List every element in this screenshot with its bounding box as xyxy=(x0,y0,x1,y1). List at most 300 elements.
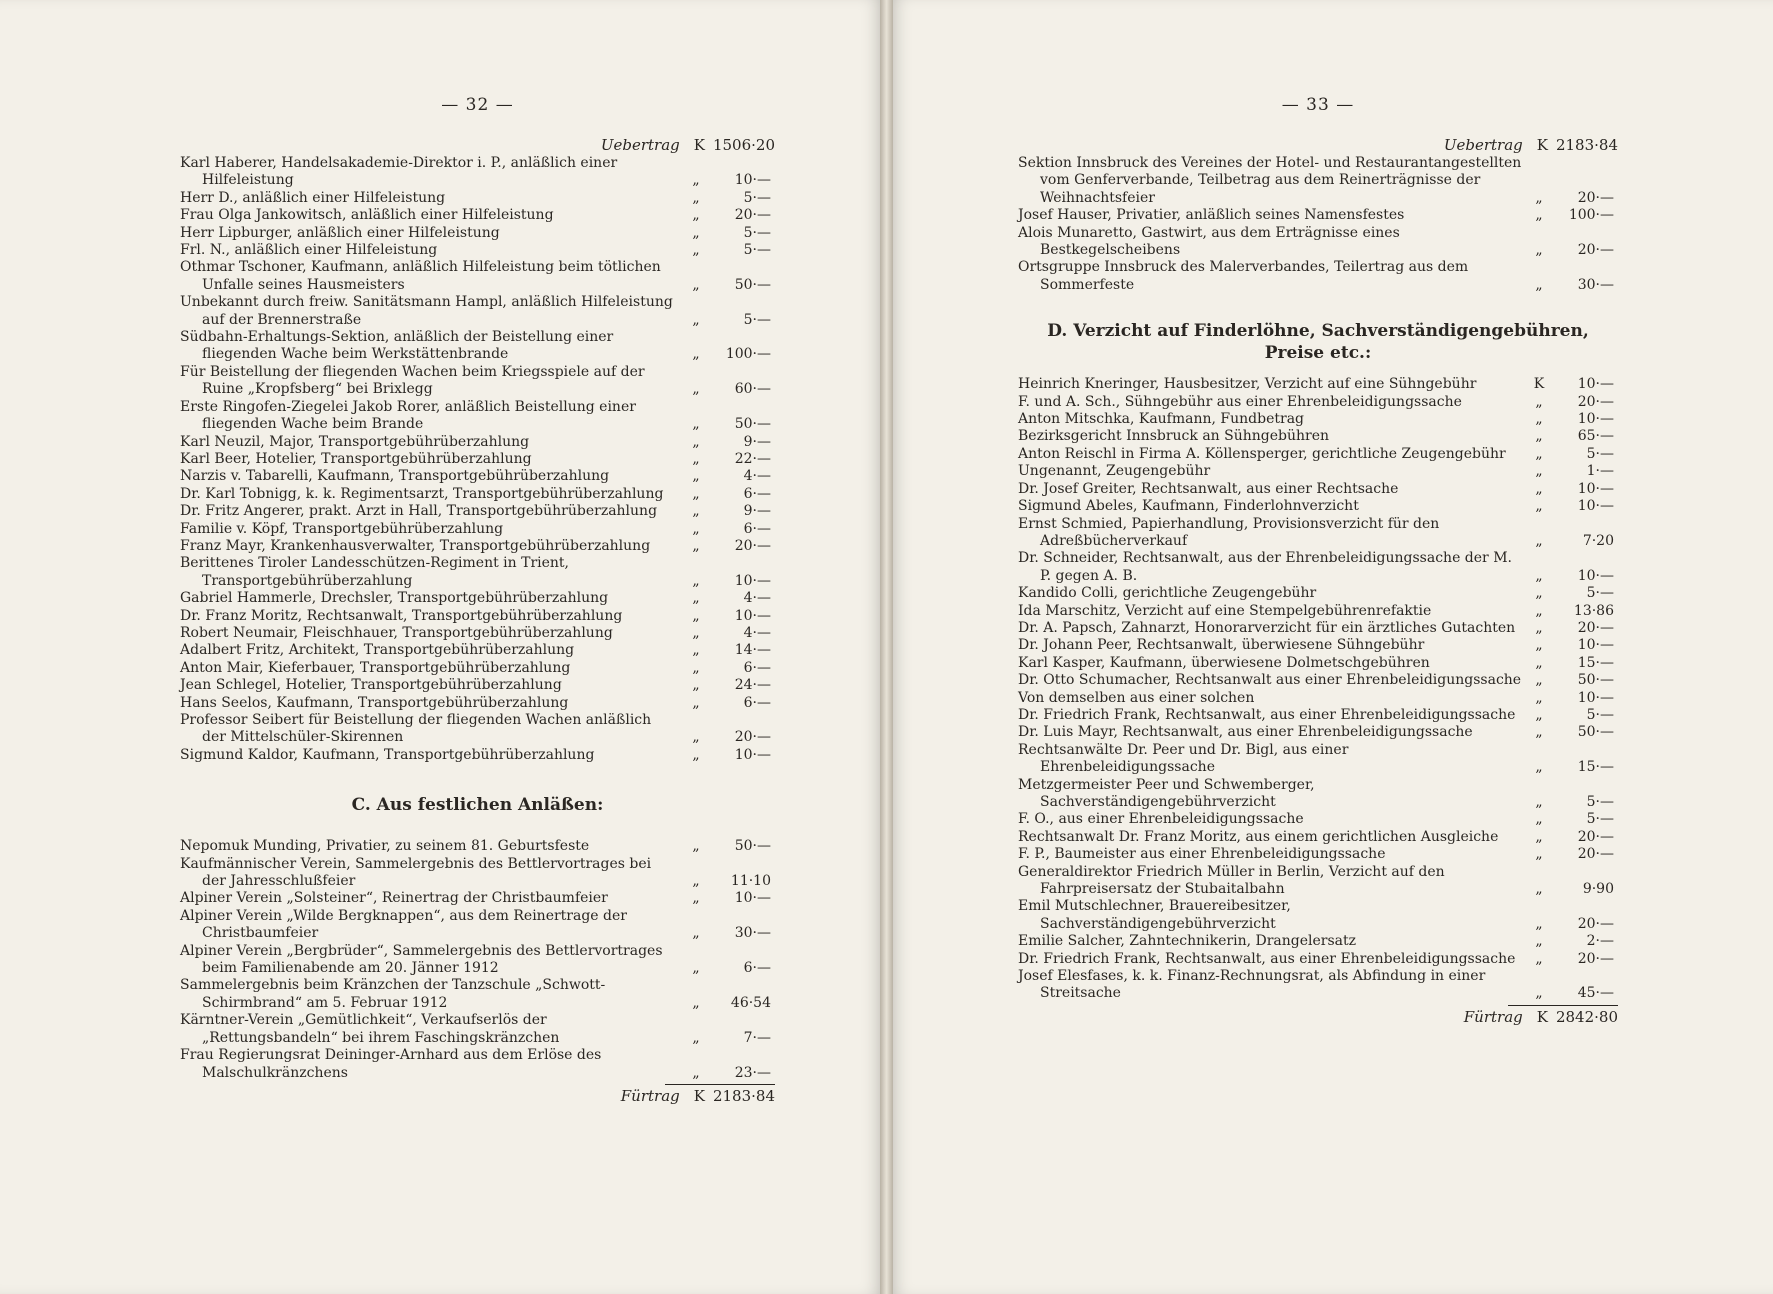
ledger-entry xyxy=(180,1012,775,1047)
ledger-entry xyxy=(180,856,775,891)
ledger-entry xyxy=(1018,259,1618,294)
entry-text: Herr Lipburger, anläßlich einer Hilfeleistung xyxy=(180,224,500,241)
entry-amount: 5·— xyxy=(1586,811,1614,828)
entry-text: Rechtsanwalt Dr. Franz Moritz, aus einem gerichtlichen Ausgleiche xyxy=(1018,828,1499,845)
entry-currency: „ xyxy=(692,572,700,589)
entry-text: Gabriel Hammerle, Drechsler, Transportgebührüberzahlung xyxy=(180,590,609,607)
ledger-entry xyxy=(1018,446,1618,463)
entry-text: Dr. Josef Greiter, Rechtsanwalt, aus einer Rechtsache xyxy=(1018,480,1399,497)
section-heading: D. Verzicht auf Finderlöhne, Sachverständigengebühren, Preise etc.: xyxy=(1047,321,1589,364)
ledger-entry xyxy=(1018,207,1618,224)
entry-currency: „ xyxy=(1535,619,1543,636)
entry-text: Sektion Innsbruck des Vereines der Hotel- und Restaurantangestellten vom Genferverbande, Teilbetrag aus dem Reinerträgnisse der Weihnachtsfeier xyxy=(1018,155,1522,206)
entry-currency: „ xyxy=(1535,463,1543,480)
entry-currency: „ xyxy=(692,838,700,855)
entry-currency: „ xyxy=(692,189,700,206)
ledger-entry xyxy=(1018,829,1618,846)
entry-amount: 20·— xyxy=(734,729,771,746)
ledger-entry xyxy=(180,364,775,399)
ledger-entry xyxy=(180,890,775,907)
entry-currency: „ xyxy=(692,416,700,433)
entry-text: Kandido Colli, gerichtliche Zeugengebühr xyxy=(1018,585,1317,602)
entry-text: Narzis v. Tabarelli, Kaufmann, Transportgebührüberzahlung xyxy=(180,468,610,485)
entry-text: Frl. N., anläßlich einer Hilfeleistung xyxy=(180,242,438,259)
entry-amount: 50·— xyxy=(734,838,771,855)
entry-amount: 10·— xyxy=(1577,480,1614,497)
entry-text: Anton Mitschka, Kaufmann, Fundbetrag xyxy=(1018,411,1305,428)
entry-text: Ortsgruppe Innsbruck des Malerverbandes, Teilertrag aus dem Sommerfeste xyxy=(1018,259,1469,293)
entry-amount: 6·— xyxy=(743,520,771,537)
entry-currency: „ xyxy=(1535,428,1543,445)
entry-currency: „ xyxy=(692,694,700,711)
entry-text: Karl Beer, Hotelier, Transportgebührüberzahlung xyxy=(180,450,532,467)
total-line xyxy=(180,1087,775,1105)
ledger-entry xyxy=(180,242,775,259)
ledger-entry xyxy=(1018,550,1618,585)
entry-currency: „ xyxy=(1535,846,1543,863)
entry-text: Frau Olga Jankowitsch, anläßlich einer Hilfeleistung xyxy=(180,207,554,224)
entry-currency: „ xyxy=(692,925,700,942)
entry-currency: „ xyxy=(1535,881,1543,898)
entry-amount: 20·— xyxy=(734,207,771,224)
ledger-entry xyxy=(1018,603,1618,620)
entry-amount: 46·54 xyxy=(730,994,771,1011)
entry-currency: „ xyxy=(1535,532,1543,549)
entry-text: Emil Mutschlechner, Brauereibesitzer, Sachverständigengebührverzicht xyxy=(1018,898,1291,932)
ledger-entry xyxy=(1018,707,1618,724)
entry-text: F. P., Baumeister aus einer Ehrenbeleidigungssache xyxy=(1018,846,1386,863)
ledger-entry xyxy=(1018,585,1618,602)
entry-text: Jean Schlegel, Hotelier, Transportgebührüberzahlung xyxy=(180,677,562,694)
entry-list xyxy=(180,155,775,764)
entry-amount: 4·— xyxy=(743,590,771,607)
ledger-entry xyxy=(180,329,775,364)
ledger-entry xyxy=(1018,620,1618,637)
ledger-entry xyxy=(1018,463,1618,480)
ledger-entry xyxy=(1018,498,1618,515)
entry-currency: „ xyxy=(692,1064,700,1081)
entry-text: Karl Kasper, Kaufmann, überwiesene Dolmetschgebühren xyxy=(1018,654,1430,671)
page-number: — 32 — xyxy=(441,95,514,115)
entry-amount: 5·— xyxy=(1586,585,1614,602)
entry-text: Unbekannt durch freiw. Sanitätsmann Hampl, anläßlich Hilfeleistung auf der Brennerstraße xyxy=(180,294,673,328)
total-label: Fürtrag xyxy=(620,1086,680,1105)
entry-currency: „ xyxy=(692,520,700,537)
entry-currency: „ xyxy=(692,890,700,907)
sum-rule xyxy=(1508,1005,1618,1006)
ledger-entry xyxy=(180,434,775,451)
entry-currency: „ xyxy=(1535,189,1543,206)
entry-currency: „ xyxy=(1535,498,1543,515)
ledger-entry xyxy=(180,642,775,659)
entry-text: Dr. A. Papsch, Zahnarzt, Honorarverzicht für ein ärztliches Gutachten xyxy=(1018,619,1516,636)
entry-text: Bezirksgericht Innsbruck an Sühngebühren xyxy=(1018,428,1330,445)
entry-currency: „ xyxy=(692,607,700,624)
entry-currency: „ xyxy=(1535,393,1543,410)
ledger-entry xyxy=(180,555,775,590)
entry-currency: „ xyxy=(1535,276,1543,293)
entry-amount: 5·— xyxy=(743,189,771,206)
entry-amount: 5·— xyxy=(1586,445,1614,462)
entry-amount: 7·20 xyxy=(1582,532,1614,549)
total-currency: K xyxy=(693,1086,705,1105)
total-label: Fürtrag xyxy=(1463,1007,1523,1026)
entry-currency: K xyxy=(1533,376,1545,393)
ledger-entry xyxy=(180,712,775,747)
ledger-entry xyxy=(180,451,775,468)
entry-currency: „ xyxy=(692,873,700,890)
entry-currency: „ xyxy=(692,450,700,467)
entry-text: Dr. Franz Moritz, Rechtsanwalt, Transportgebührüberzahlung xyxy=(180,607,623,624)
entry-text: F. und A. Sch., Sühngebühr aus einer Ehrenbeleidigungssache xyxy=(1018,393,1462,410)
ledger-entry xyxy=(1018,690,1618,707)
total-line xyxy=(1018,1008,1618,1026)
section-entry-list xyxy=(180,838,775,1082)
carry-amount: 2183·84 xyxy=(1555,136,1618,154)
entry-amount: 50·— xyxy=(1577,724,1614,741)
total-amount: 2842·80 xyxy=(1555,1007,1618,1026)
entry-amount: 10·— xyxy=(1577,498,1614,515)
entry-currency: „ xyxy=(692,994,700,1011)
total-currency: K xyxy=(1536,1007,1548,1026)
ledger-entry xyxy=(1018,155,1618,207)
ledger-entry xyxy=(1018,846,1618,863)
entry-amount: 10·— xyxy=(734,607,771,624)
entry-currency: „ xyxy=(692,729,700,746)
ledger-entry xyxy=(1018,898,1618,933)
left-page-content xyxy=(180,95,775,1105)
entry-amount: 5·— xyxy=(1586,706,1614,723)
entry-amount: 10·— xyxy=(1577,567,1614,584)
entry-text: Professor Seibert für Beistellung der fliegenden Wachen anläßlich der Mittelschüler-Skirennen xyxy=(180,712,652,746)
entry-amount: 23·— xyxy=(734,1064,771,1081)
entry-text: Herr D., anläßlich einer Hilfeleistung xyxy=(180,189,446,206)
entry-currency: „ xyxy=(692,642,700,659)
entry-amount: 10·— xyxy=(734,746,771,763)
entry-amount: 30·— xyxy=(1577,276,1614,293)
entry-currency: „ xyxy=(1535,828,1543,845)
ledger-entry xyxy=(180,225,775,242)
entry-currency: „ xyxy=(692,207,700,224)
entry-amount: 20·— xyxy=(1577,393,1614,410)
entry-currency: „ xyxy=(1535,654,1543,671)
entry-currency: „ xyxy=(1535,915,1543,932)
entry-text: Dr. Friedrich Frank, Rechtsanwalt, aus einer Ehrenbeleidigungssache xyxy=(1018,950,1516,967)
entry-amount: 6·— xyxy=(743,485,771,502)
entry-text: Kaufmännischer Verein, Sammelergebnis des Bettlervortrages bei der Jahresschlußfeier xyxy=(180,855,652,890)
carry-currency: K xyxy=(1536,136,1548,154)
entry-amount: 10·— xyxy=(734,172,771,189)
entry-text: Josef Hauser, Privatier, anläßlich seines Namensfestes xyxy=(1018,207,1405,224)
entry-text: Emilie Salcher, Zahntechnikerin, Drangelersatz xyxy=(1018,933,1357,950)
carry-label: Uebertrag xyxy=(600,136,680,154)
entry-text: Adalbert Fritz, Architekt, Transportgebührüberzahlung xyxy=(180,642,575,659)
entry-text: Josef Elesfases, k. k. Finanz-Rechnungsrat, als Abfindung in einer Streitsache xyxy=(1018,968,1486,1002)
entry-currency: „ xyxy=(692,746,700,763)
right-page xyxy=(893,0,1773,1294)
entry-text: Franz Mayr, Krankenhausverwalter, Transportgebührüberzahlung xyxy=(180,537,651,554)
entry-currency: „ xyxy=(692,468,700,485)
book-gutter xyxy=(880,0,893,1294)
entry-amount: 24·— xyxy=(734,677,771,694)
entry-text: Rechtsanwälte Dr. Peer und Dr. Bigl, aus einer Ehrenbeleidigungssache xyxy=(1018,741,1349,776)
entry-text: Südbahn-Erhaltungs-Sektion, anläßlich der Beistellung einer fliegenden Wache beim Werkstättenbrande xyxy=(180,329,614,363)
ledger-entry xyxy=(180,1047,775,1082)
entry-currency: „ xyxy=(692,960,700,977)
total-amount: 2183·84 xyxy=(712,1086,775,1105)
entry-currency: „ xyxy=(1535,242,1543,259)
entry-currency: „ xyxy=(1535,950,1543,967)
entry-currency: „ xyxy=(1535,672,1543,689)
entry-text: Othmar Tschoner, Kaufmann, anläßlich Hilfeleistung beim tötlichen Unfalle seines Hausmeisters xyxy=(180,259,661,293)
entry-currency: „ xyxy=(1535,759,1543,776)
entry-currency: „ xyxy=(1535,811,1543,828)
entry-amount: 15·— xyxy=(1577,654,1614,671)
ledger-entry xyxy=(180,538,775,555)
ledger-entry xyxy=(1018,951,1618,968)
entry-currency: „ xyxy=(1535,411,1543,428)
ledger-entry xyxy=(1018,481,1618,498)
section-entry-list xyxy=(1018,376,1618,1003)
sum-rule xyxy=(665,1084,775,1085)
carry-label: Uebertrag xyxy=(1443,136,1523,154)
entry-text: Sigmund Kaldor, Kaufmann, Transportgebührüberzahlung xyxy=(180,746,595,763)
entry-amount: 6·— xyxy=(743,694,771,711)
entry-currency: „ xyxy=(692,503,700,520)
ledger-entry xyxy=(1018,394,1618,411)
ledger-entry xyxy=(1018,933,1618,950)
entry-currency: „ xyxy=(692,677,700,694)
ledger-entry xyxy=(180,695,775,712)
ledger-entry xyxy=(180,608,775,625)
ledger-entry xyxy=(180,155,775,190)
entry-amount: 9·90 xyxy=(1582,881,1614,898)
entry-amount: 5·— xyxy=(1586,794,1614,810)
page-number: — 33 — xyxy=(1281,95,1355,115)
entry-amount: 10·— xyxy=(1577,689,1614,706)
ledger-entry xyxy=(180,294,775,329)
entry-amount: 14·— xyxy=(734,642,771,659)
carry-currency: K xyxy=(693,136,705,154)
ledger-entry xyxy=(1018,968,1618,1003)
entry-amount: 10·— xyxy=(734,890,771,907)
entry-currency: „ xyxy=(692,590,700,607)
ledger-entry xyxy=(1018,376,1618,393)
entry-text: Dr. Friedrich Frank, Rechtsanwalt, aus einer Ehrenbeleidigungssache xyxy=(1018,706,1516,723)
entry-amount: 10·— xyxy=(734,572,771,589)
entry-currency: „ xyxy=(1535,794,1543,810)
entry-text: Hans Seelos, Kaufmann, Transportgebührüberzahlung xyxy=(180,694,569,711)
ledger-entry xyxy=(180,486,775,503)
entry-amount: 60·— xyxy=(734,381,771,398)
ledger-entry xyxy=(1018,742,1618,777)
carry-amount: 1506·20 xyxy=(712,136,775,154)
entry-currency: „ xyxy=(692,311,700,328)
entry-text: Anton Reischl in Firma A. Köllensperger, gerichtliche Zeugengebühr xyxy=(1018,445,1506,462)
entry-currency: „ xyxy=(692,659,700,676)
ledger-entry xyxy=(1018,655,1618,672)
entry-amount: 20·— xyxy=(1577,950,1614,967)
ledger-entry xyxy=(180,908,775,943)
entry-currency: „ xyxy=(1535,985,1543,1002)
entry-amount: 20·— xyxy=(1577,189,1614,206)
entry-text: Ungenannt, Zeugengebühr xyxy=(1018,463,1211,480)
entry-text: Erste Ringofen-Ziegelei Jakob Rorer, anläßlich Beistellung einer fliegenden Wache beim Brande xyxy=(180,398,636,433)
right-page-content xyxy=(1018,95,1618,1026)
ledger-entry xyxy=(1018,516,1618,551)
entry-text: Sigmund Abeles, Kaufmann, Finderlohnverzicht xyxy=(1018,498,1359,515)
entry-currency: „ xyxy=(692,242,700,259)
ledger-entry xyxy=(1018,637,1618,654)
entry-amount: 22·— xyxy=(734,450,771,467)
entry-amount: 4·— xyxy=(743,468,771,485)
entry-amount: 1·— xyxy=(1586,463,1614,480)
entry-text: Dr. Johann Peer, Rechtsanwalt, überwiesene Sühngebühr xyxy=(1018,637,1425,654)
entry-currency: „ xyxy=(1535,567,1543,584)
entry-currency: „ xyxy=(1535,689,1543,706)
entry-currency: „ xyxy=(1535,445,1543,462)
ledger-entry xyxy=(180,977,775,1012)
entry-amount: 4·— xyxy=(743,624,771,641)
entry-amount: 7·— xyxy=(743,1029,771,1046)
entry-list xyxy=(1018,155,1618,294)
entry-amount: 10·— xyxy=(1577,637,1614,654)
entry-currency: „ xyxy=(692,624,700,641)
entry-amount: 5·— xyxy=(743,224,771,241)
ledger-entry xyxy=(1018,225,1618,260)
entry-currency: „ xyxy=(1535,724,1543,741)
ledger-entry xyxy=(180,521,775,538)
ledger-entry xyxy=(180,747,775,764)
entry-text: Kärntner-Verein „Gemütlichkeit“, Verkaufserlös der „Rettungsbandeln“ bei ihrem Faschingskränzchen xyxy=(180,1012,560,1046)
entry-currency: „ xyxy=(692,485,700,502)
ledger-entry xyxy=(180,838,775,855)
entry-text: Dr. Fritz Angerer, prakt. Arzt in Hall, Transportgebührüberzahlung xyxy=(180,503,658,520)
entry-amount: 20·— xyxy=(1577,828,1614,845)
entry-amount: 30·— xyxy=(734,925,771,942)
entry-currency: „ xyxy=(1535,585,1543,602)
ledger-entry xyxy=(180,677,775,694)
entry-text: Karl Neuzil, Major, Transportgebührüberzahlung xyxy=(180,433,530,450)
entry-amount: 6·— xyxy=(743,960,771,977)
entry-amount: 20·— xyxy=(1577,242,1614,259)
entry-text: Alpiner Verein „Bergbrüder“, Sammelergebnis des Bettlervortrages beim Familienabende am 20. Jänner 1912 xyxy=(180,942,663,977)
entry-text: F. O., aus einer Ehrenbeleidigungssache xyxy=(1018,811,1304,828)
entry-currency: „ xyxy=(1535,602,1543,619)
entry-amount: 9·— xyxy=(743,503,771,520)
entry-amount: 9·— xyxy=(743,433,771,450)
entry-amount: 65·— xyxy=(1577,428,1614,445)
entry-text: Dr. Karl Tobnigg, k. k. Regimentsarzt, Transportgebührüberzahlung xyxy=(180,485,664,502)
entry-amount: 5·— xyxy=(743,242,771,259)
entry-amount: 50·— xyxy=(1577,672,1614,689)
entry-amount: 100·— xyxy=(1568,207,1614,224)
ledger-entry xyxy=(180,660,775,677)
entry-amount: 20·— xyxy=(1577,915,1614,932)
ledger-entry xyxy=(180,399,775,434)
entry-text: Heinrich Kneringer, Hausbesitzer, Verzicht auf eine Sühngebühr xyxy=(1018,376,1477,393)
entry-text: Anton Mair, Kieferbauer, Transportgebührüberzahlung xyxy=(180,659,571,676)
entry-text: Metzgermeister Peer und Schwemberger, Sachverständigengebührverzicht xyxy=(1018,776,1315,810)
left-page xyxy=(0,0,880,1294)
entry-text: Dr. Schneider, Rechtsanwalt, aus der Ehrenbeleidigungssache der M. P. gegen A. B. xyxy=(1018,550,1512,584)
carry-over-line xyxy=(180,137,775,154)
entry-text: Frau Regierungsrat Deininger-Arnhard aus dem Erlöse des Malschulkränzchens xyxy=(180,1047,602,1081)
entry-amount: 15·— xyxy=(1577,759,1614,776)
entry-currency: „ xyxy=(692,537,700,554)
ledger-entry xyxy=(1018,777,1618,812)
entry-text: Alois Munaretto, Gastwirt, aus dem Erträgnisse eines Bestkegelscheibens xyxy=(1018,224,1400,259)
entry-amount: 20·— xyxy=(734,537,771,554)
ledger-entry xyxy=(180,468,775,485)
entry-currency: „ xyxy=(692,172,700,189)
ledger-entry xyxy=(1018,428,1618,445)
entry-amount: 20·— xyxy=(1577,846,1614,863)
entry-currency: „ xyxy=(1535,207,1543,224)
entry-text: Sammelergebnis beim Kränzchen der Tanzschule „Schwott-Schirmbrand“ am 5. Februar 1912 xyxy=(180,977,606,1011)
entry-text: Alpiner Verein „Wilde Bergknappen“, aus dem Reinertrage der Christbaumfeier xyxy=(180,907,627,942)
entry-currency: „ xyxy=(1535,706,1543,723)
entry-text: Dr. Luis Mayr, Rechtsanwalt, aus einer Ehrenbeleidigungssache xyxy=(1018,724,1473,741)
ledger-entry xyxy=(180,943,775,978)
entry-amount: 6·— xyxy=(743,659,771,676)
entry-text: Nepomuk Munding, Privatier, zu seinem 81. Geburtsfeste xyxy=(180,838,590,855)
ledger-entry xyxy=(180,503,775,520)
entry-text: Berittenes Tiroler Landesschützen-Regiment in Trient, Transportgebührüberzahlung xyxy=(180,555,569,589)
ledger-entry xyxy=(180,590,775,607)
entry-text: Robert Neumair, Fleischhauer, Transportgebührüberzahlung xyxy=(180,624,613,641)
entry-text: Dr. Otto Schumacher, Rechtsanwalt aus einer Ehrenbeleidigungssache xyxy=(1018,672,1522,689)
ledger-entry xyxy=(180,259,775,294)
entry-amount: 100·— xyxy=(725,346,771,363)
carry-over-line xyxy=(1018,137,1618,154)
entry-amount: 11·10 xyxy=(730,873,771,890)
entry-currency: „ xyxy=(692,1029,700,1046)
entry-text: Karl Haberer, Handelsakademie-Direktor i. P., anläßlich einer Hilfeleistung xyxy=(180,155,618,189)
entry-text: Generaldirektor Friedrich Müller in Berlin, Verzicht auf den Fahrpreisersatz der Stubaitalbahn xyxy=(1018,863,1445,898)
entry-currency: „ xyxy=(1535,933,1543,950)
ledger-entry xyxy=(1018,411,1618,428)
entry-text: Für Beistellung der fliegenden Wachen beim Kriegsspiele auf der Ruine „Kropfsberg“ bei Brixlegg xyxy=(180,363,645,398)
ledger-entry xyxy=(180,625,775,642)
entry-amount: 50·— xyxy=(734,416,771,433)
entry-currency: „ xyxy=(692,276,700,293)
entry-currency: „ xyxy=(692,433,700,450)
entry-amount: 5·— xyxy=(743,311,771,328)
entry-amount: 2·— xyxy=(1586,933,1614,950)
entry-currency: „ xyxy=(1535,637,1543,654)
ledger-entry xyxy=(1018,672,1618,689)
entry-currency: „ xyxy=(1535,480,1543,497)
entry-amount: 10·— xyxy=(1577,376,1614,393)
entry-text: Von demselben aus einer solchen xyxy=(1018,689,1255,706)
entry-amount: 20·— xyxy=(1577,619,1614,636)
entry-currency: „ xyxy=(692,224,700,241)
ledger-entry xyxy=(1018,864,1618,899)
entry-amount: 45·— xyxy=(1577,985,1614,1002)
entry-text: Ida Marschitz, Verzicht auf eine Stempelgebührenrefaktie xyxy=(1018,602,1432,619)
ledger-entry xyxy=(1018,724,1618,741)
entry-currency: „ xyxy=(692,346,700,363)
ledger-entry xyxy=(180,190,775,207)
entry-currency: „ xyxy=(692,381,700,398)
ledger-entry xyxy=(180,207,775,224)
entry-text: Alpiner Verein „Solsteiner“, Reinertrag der Christbaumfeier xyxy=(180,890,608,907)
entry-text: Ernst Schmied, Papierhandlung, Provisionsverzicht für den Adreßbücherverkauf xyxy=(1018,515,1440,549)
section-heading: C. Aus festlichen Anläßen: xyxy=(351,795,604,816)
entry-amount: 13·86 xyxy=(1573,602,1614,619)
entry-amount: 50·— xyxy=(734,276,771,293)
